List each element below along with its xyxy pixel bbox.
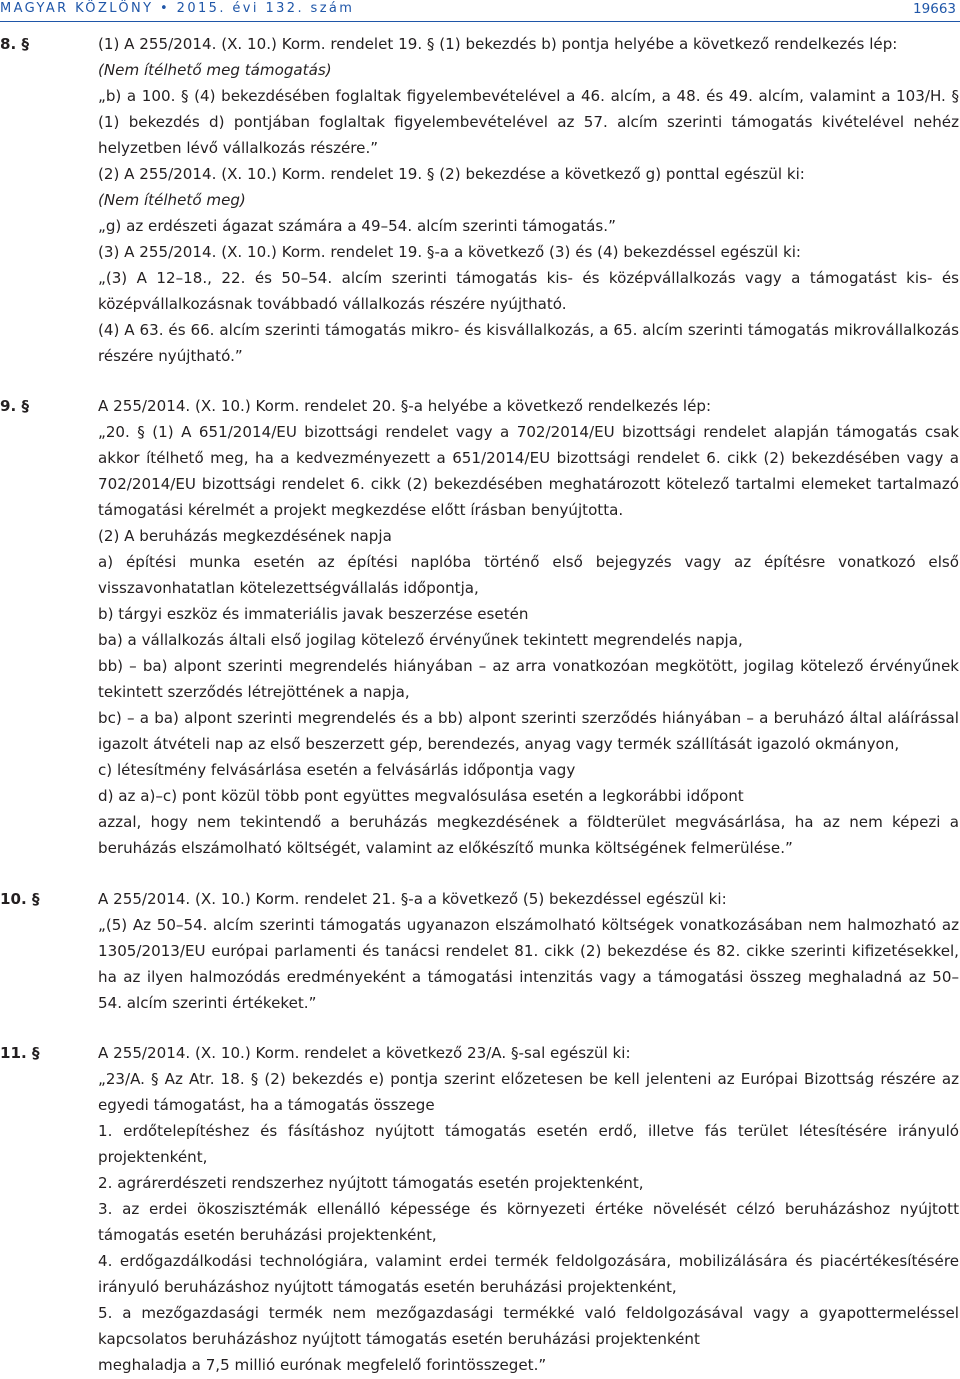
paragraph: 4. erdőgazdálkodási technológiára, valamint erdei termék feldolgozására, mobilizálására és piacértékesítésére irányuló beruházáshoz nyújtott támogatás esetén beruházási projektenként, (98, 1252, 959, 1296)
section-number: 11. § (0, 1044, 40, 1062)
paragraph: c) létesítmény felvásárlása esetén a felvásárlás időpontja vagy (98, 761, 576, 779)
paragraph: (Nem ítélhető meg támogatás) (98, 61, 332, 79)
paragraph: A 255/2014. (X. 10.) Korm. rendelet 20. §-a helyébe a következő rendelkezés lép: (98, 397, 712, 415)
section-11 (0, 1040, 960, 1378)
paragraph: „g) az erdészeti ágazat számára a 49–54. alcím szerinti támogatás.” (98, 217, 616, 235)
paragraph: bb) – ba) alpont szerinti megrendelés hiányában – az arra vonatkozóan megkötött, jogilag kötelező érvényűnek tekintett szerződés létrejöttének a napja, (98, 657, 959, 701)
header-rule (0, 21, 960, 22)
paragraph: „b) a 100. § (4) bekezdésében foglaltak figyelembevételével a 46. alcím, a 48. és 49. alcím, valamint a 103/H. § (1) bekezdés d) pontjában foglaltak figyelembevételével az 57. alcím szerinti támogatás kivételével nehéz helyzetben lévő vállalkozás részére.” (98, 87, 959, 157)
section-number: 10. § (0, 890, 40, 908)
paragraph: „20. § (1) A 651/2014/EU bizottsági rendelet vagy a 702/2014/EU bizottsági rendelet alapján támogatás csak akkor ítélhető meg, ha a kedvezményezett a 651/2014/EU bizottsági rendelet 6. cikk (2) bekezdésében vagy a 702/2014/EU bizottsági rendelet 6. cikk (2) bekezdésében meghatározott kötelező tartalmi elemeket tartalmazó támogatási kérelmét a projekt megkezdése előtt írásban benyújtotta. (98, 423, 959, 519)
paragraph: b) tárgyi eszköz és immateriális javak beszerzése esetén (98, 605, 529, 623)
paragraph: meghaladja a 7,5 millió eurónak megfelelő forintösszeget.” (98, 1356, 547, 1374)
section-body (98, 886, 959, 1016)
paragraph: 3. az erdei ökoszisztémák ellenálló képessége és környezeti értéke növelését célzó beruházáshoz nyújtott támogatás esetén beruházási projektenként, (98, 1200, 959, 1244)
paragraph: 1. erdőtelepítéshez és fásításhoz nyújtott támogatás esetén erdő, illetve fás terület létesítésére irányuló projektenként, (98, 1122, 959, 1166)
document-body (0, 31, 960, 1378)
paragraph: (Nem ítélhető meg) (98, 191, 246, 209)
paragraph: 2. agrárerdészeti rendszerhez nyújtott támogatás esetén projektenként, (98, 1174, 644, 1192)
section-number: 9. § (0, 397, 30, 415)
paragraph: (1) A 255/2014. (X. 10.) Korm. rendelet 19. § (1) bekezdés b) pontja helyébe a következő rendelkezés lép: (98, 35, 898, 53)
paragraph: (2) A beruházás megkezdésének napja (98, 527, 392, 545)
section-body (98, 31, 959, 369)
section-body (98, 393, 959, 861)
paragraph: A 255/2014. (X. 10.) Korm. rendelet 21. §-a a következő (5) bekezdéssel egészül ki: (98, 890, 727, 908)
paragraph: 5. a mezőgazdasági termék nem mezőgazdasági termékké való feldolgozásával vagy a gyapottermeléssel kapcsolatos beruházáshoz nyújtott támogatás esetén beruházási projektenként (98, 1304, 959, 1348)
section-9 (0, 393, 960, 861)
paragraph: a) építési munka esetén az építési naplóba történő első bejegyzés vagy az építésre vonatkozó első visszavonhatatlan kötelezettségvállalás időpontja, (98, 553, 959, 597)
section-10 (0, 886, 960, 1016)
paragraph: bc) – a ba) alpont szerinti megrendelés és a bb) alpont szerinti szerződés hiányában – a beruházó által aláírással igazolt átvételi nap az első beszerzett gép, berendezés, anyag vagy termék szállítását igazoló okmányon, (98, 709, 959, 753)
paragraph: (2) A 255/2014. (X. 10.) Korm. rendelet 19. § (2) bekezdése a következő g) ponttal egészül ki: (98, 165, 805, 183)
section-number: 8. § (0, 35, 30, 53)
paragraph: d) az a)–c) pont közül több pont együttes megvalósulása esetén a legkorábbi időpont (98, 787, 744, 805)
page-header (0, 0, 960, 24)
paragraph: „23/A. § Az Atr. 18. § (2) bekezdés e) pontja szerint előzetesen be kell jelenteni az Európai Bizottság részére az egyedi támogatást, ha a támogatás összege (98, 1070, 959, 1114)
journal-title: MAGYAR KÖZLÖNY • 2015. évi 132. szám (0, 1, 355, 16)
page-number: 19663 (913, 1, 956, 17)
paragraph: A 255/2014. (X. 10.) Korm. rendelet a következő 23/A. §-sal egészül ki: (98, 1044, 631, 1062)
paragraph: „(3) A 12–18., 22. és 50–54. alcím szerinti támogatás kis- és középvállalkozás vagy a támogatást kis- és középvállalkozásnak továbbadó vállalkozás részére nyújtható. (98, 269, 959, 313)
section-8 (0, 31, 960, 369)
paragraph: azzal, hogy nem tekintendő a beruházás megkezdésének a földterület megvásárlása, ha az nem képezi a beruházás elszámolható költségét, valamint az előkészítő munka költségének felmerülése.” (98, 813, 959, 857)
paragraph: ba) a vállalkozás általi első jogilag kötelező érvényűnek tekintett megrendelés napja, (98, 631, 743, 649)
paragraph: (3) A 255/2014. (X. 10.) Korm. rendelet 19. §-a a következő (3) és (4) bekezdéssel egészül ki: (98, 243, 802, 261)
section-body (98, 1040, 959, 1378)
paragraph: (4) A 63. és 66. alcím szerinti támogatás mikro- és kisvállalkozás, a 65. alcím szerinti támogatás mikrovállalkozás részére nyújtható.” (98, 321, 959, 365)
paragraph: „(5) Az 50–54. alcím szerinti támogatás ugyanazon elszámolható költségek vonatkozásában nem halmozható az 1305/2013/EU európai parlamenti és tanácsi rendelet 81. cikk (2) bekezdése és 82. cikke szerinti kifizetésekkel, ha az ilyen halmozódás eredményeként a támogatási intenzitás vagy a támogatási összeg meghaladná az 50–54. alcím szerinti értékeket.” (98, 916, 959, 1012)
